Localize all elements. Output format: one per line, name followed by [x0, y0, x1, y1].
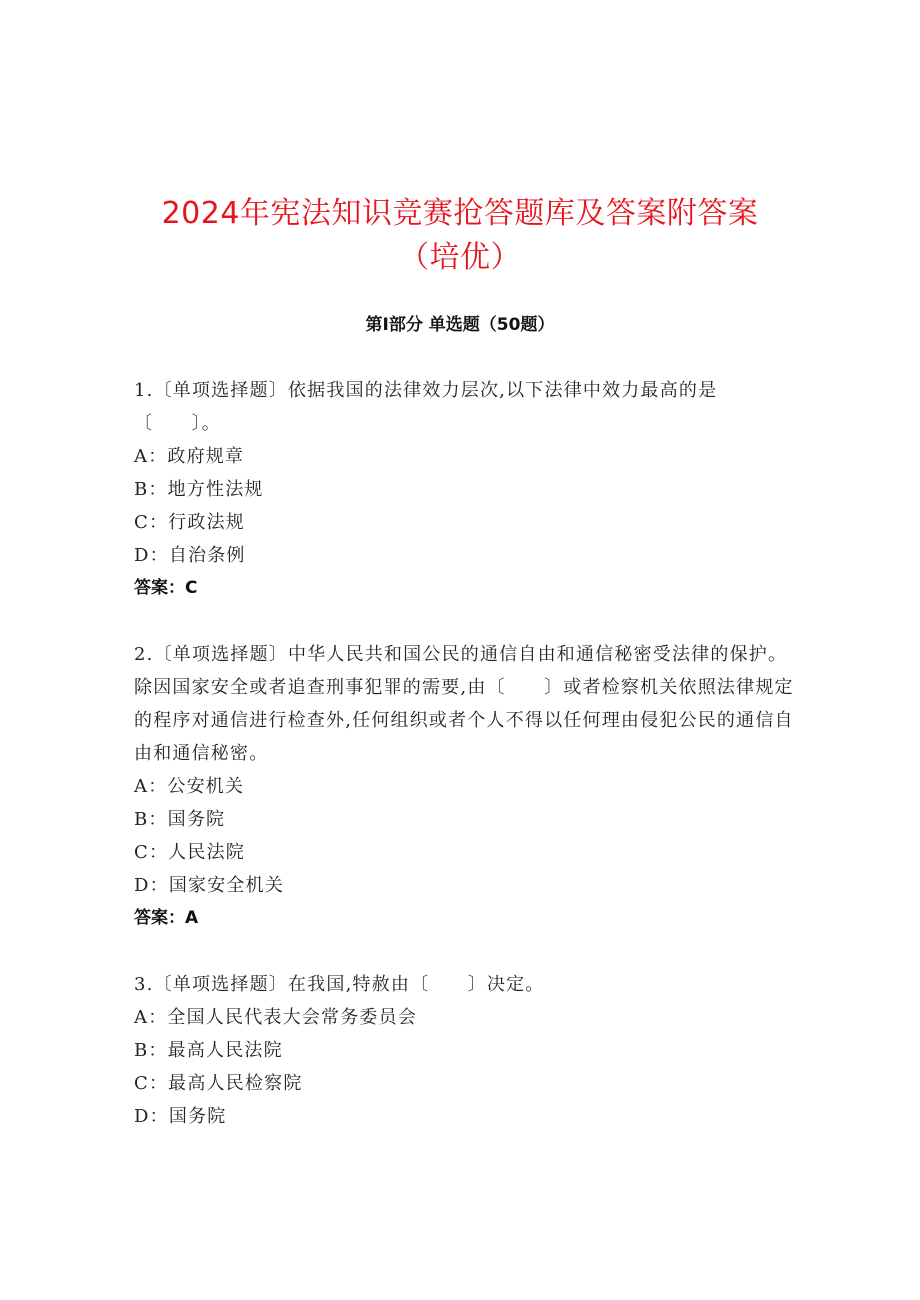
- title-line-2: （培优）: [399, 240, 521, 275]
- question-stem: 1.〔单项选择题〕依据我国的法律效力层次,以下法律中效力最高的是〔 〕。: [134, 380, 718, 434]
- option-c: C：人民法院: [134, 842, 245, 863]
- option-d: D：国务院: [134, 1106, 227, 1127]
- answer-label: 答案：: [134, 908, 185, 928]
- answer-value: C: [185, 578, 198, 598]
- answer-value: A: [185, 908, 199, 928]
- question-3: [134, 968, 794, 1133]
- title-line-1: 2024年宪法知识竞赛抢答题库及答案附答案: [161, 196, 759, 231]
- option-c: C：行政法规: [134, 512, 245, 533]
- section-title: 第Ⅰ部分 单选题（50题）: [365, 315, 555, 335]
- document-title: [60, 192, 860, 280]
- option-a: A：全国人民代表大会常务委员会: [134, 1007, 417, 1028]
- question-1: [134, 374, 794, 605]
- option-b: B：地方性法规: [134, 479, 264, 500]
- answer-line: [134, 572, 794, 605]
- answer-label: 答案：: [134, 578, 185, 598]
- option-b: B：国务院: [134, 809, 226, 830]
- option-b: B：最高人民法院: [134, 1040, 283, 1061]
- option-a: A：政府规章: [134, 446, 245, 467]
- option-c: C：最高人民检察院: [134, 1073, 303, 1094]
- option-d: D：国家安全机关: [134, 875, 285, 896]
- question-stem: 3.〔单项选择题〕在我国,特赦由〔 〕决定。: [134, 974, 545, 995]
- question-stem: 2.〔单项选择题〕中华人民共和国公民的通信自由和通信秘密受法律的保护。除因国家安全或者追查刑事犯罪的需要,由〔 〕或者检察机关依照法律规定的程序对通信进行检查外,任何组织或者个人不得以任何理由侵犯公民的通信自由和通信秘密。: [134, 644, 794, 764]
- answer-line: [134, 902, 794, 935]
- option-a: A：公安机关: [134, 776, 245, 797]
- option-d: D：自治条例: [134, 545, 246, 566]
- question-2: [134, 638, 794, 935]
